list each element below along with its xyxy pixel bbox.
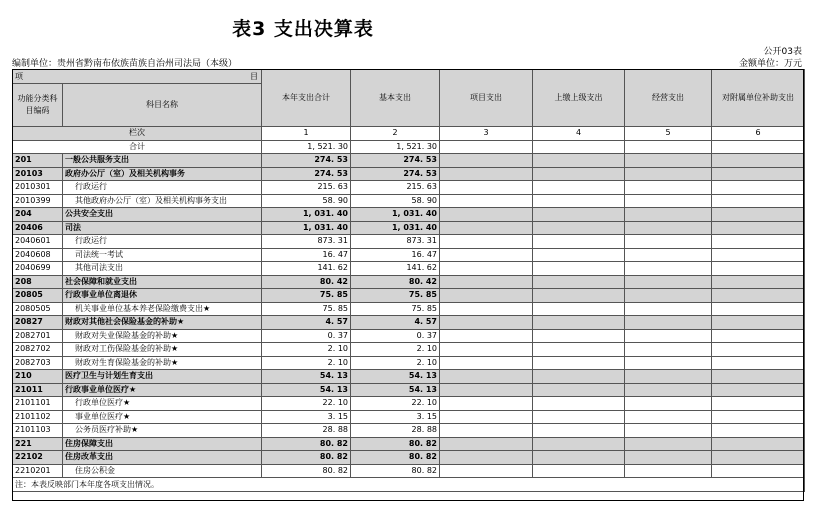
row-value-5	[625, 181, 712, 195]
row-value-3	[440, 248, 533, 262]
row-value-4	[533, 424, 625, 438]
row-value-5	[625, 451, 712, 465]
row-code: 2101103	[13, 424, 63, 438]
table-row	[13, 464, 805, 478]
seq-2: 2	[351, 127, 440, 141]
row-value-1: 80. 82	[262, 437, 351, 451]
row-name: 财政对其他社会保险基金的补助★	[63, 316, 262, 330]
row-value-1: 16. 47	[262, 248, 351, 262]
row-value-6	[712, 464, 805, 478]
row-value-4	[533, 154, 625, 168]
row-value-3	[440, 356, 533, 370]
row-value-6	[712, 194, 805, 208]
row-value-3	[440, 275, 533, 289]
row-value-1: 2. 10	[262, 343, 351, 357]
seq-4: 4	[533, 127, 625, 141]
row-value-1: 215. 63	[262, 181, 351, 195]
row-value-5	[625, 356, 712, 370]
row-value-6	[712, 181, 805, 195]
row-code: 20827	[13, 316, 63, 330]
note-row	[13, 478, 805, 492]
row-value-2: 80. 42	[351, 275, 440, 289]
row-value-4	[533, 302, 625, 316]
row-value-6	[712, 262, 805, 276]
row-value-1: 141. 62	[262, 262, 351, 276]
row-value-3	[440, 302, 533, 316]
row-value-6	[712, 289, 805, 303]
row-value-5	[625, 397, 712, 411]
row-name: 住房公积金	[63, 464, 262, 478]
row-value-5	[625, 235, 712, 249]
table-row	[13, 397, 805, 411]
row-name: 行政事业单位离退休	[63, 289, 262, 303]
row-value-1: 274. 53	[262, 154, 351, 168]
header-xiang-mu	[13, 70, 262, 84]
seq-1: 1	[262, 127, 351, 141]
header-code: 功能分类科目编码	[13, 84, 63, 127]
row-name: 行政单位医疗★	[63, 397, 262, 411]
row-value-6	[712, 437, 805, 451]
row-value-2: 80. 82	[351, 451, 440, 465]
row-value-4	[533, 356, 625, 370]
row-value-3	[440, 289, 533, 303]
row-value-5	[625, 248, 712, 262]
row-code: 2082701	[13, 329, 63, 343]
currency-unit: 金额单位：万元	[738, 59, 802, 69]
row-value-5	[625, 343, 712, 357]
row-value-5	[625, 275, 712, 289]
row-code: 2082702	[13, 343, 63, 357]
row-value-1: 4. 57	[262, 316, 351, 330]
row-value-1: 54. 13	[262, 370, 351, 384]
row-value-4	[533, 289, 625, 303]
row-value-6	[712, 208, 805, 222]
table-row	[13, 154, 805, 168]
row-value-2: 54. 13	[351, 370, 440, 384]
row-code: 2210201	[13, 464, 63, 478]
row-value-2: 54. 13	[351, 383, 440, 397]
row-code: 201	[13, 154, 63, 168]
col-header-2: 基本支出	[351, 70, 440, 127]
expenditure-table	[12, 69, 805, 492]
row-value-2: 1, 031. 40	[351, 208, 440, 222]
row-value-4	[533, 167, 625, 181]
row-name: 一般公共服务支出	[63, 154, 262, 168]
table-row	[13, 262, 805, 276]
row-value-5	[625, 167, 712, 181]
total-value-4	[533, 140, 625, 154]
seq-3: 3	[440, 127, 533, 141]
row-value-5	[625, 289, 712, 303]
seq-5: 5	[625, 127, 712, 141]
row-code: 2101102	[13, 410, 63, 424]
table-row	[13, 451, 805, 465]
row-value-1: 22. 10	[262, 397, 351, 411]
row-name: 住房保障支出	[63, 437, 262, 451]
row-value-3	[440, 397, 533, 411]
row-code: 20406	[13, 221, 63, 235]
seq-label: 栏次	[13, 127, 262, 141]
header-xiang: 项	[15, 71, 23, 81]
row-name: 财政对失业保险基金的补助★	[63, 329, 262, 343]
row-value-5	[625, 194, 712, 208]
row-value-1: 58. 90	[262, 194, 351, 208]
row-value-2: 2. 10	[351, 343, 440, 357]
row-value-5	[625, 208, 712, 222]
table-row	[13, 316, 805, 330]
row-value-3	[440, 343, 533, 357]
row-value-1: 1, 031. 40	[262, 221, 351, 235]
row-value-6	[712, 451, 805, 465]
row-value-3	[440, 154, 533, 168]
row-value-2: 215. 63	[351, 181, 440, 195]
col-header-1: 本年支出合计	[262, 70, 351, 127]
table-row	[13, 302, 805, 316]
compiling-unit: 编制单位：贵州省黔南布依族苗族自治州司法局（本级）	[12, 59, 238, 69]
row-code: 208	[13, 275, 63, 289]
row-name: 司法	[63, 221, 262, 235]
row-value-4	[533, 437, 625, 451]
row-value-3	[440, 451, 533, 465]
table-row	[13, 235, 805, 249]
row-value-3	[440, 329, 533, 343]
total-value-6	[712, 140, 805, 154]
row-value-3	[440, 410, 533, 424]
row-value-1: 54. 13	[262, 383, 351, 397]
row-value-1: 1, 031. 40	[262, 208, 351, 222]
row-value-6	[712, 167, 805, 181]
row-value-1: 873. 31	[262, 235, 351, 249]
row-value-2: 75. 85	[351, 302, 440, 316]
row-value-1: 80. 82	[262, 464, 351, 478]
header-mu: 目	[250, 71, 258, 81]
row-value-4	[533, 181, 625, 195]
row-code: 2082703	[13, 356, 63, 370]
row-code: 221	[13, 437, 63, 451]
row-value-4	[533, 194, 625, 208]
row-name: 行政事业单位医疗★	[63, 383, 262, 397]
row-value-4	[533, 464, 625, 478]
row-value-6	[712, 221, 805, 235]
total-value-1: 1, 521. 30	[262, 140, 351, 154]
row-name: 事业单位医疗★	[63, 410, 262, 424]
row-value-3	[440, 194, 533, 208]
table-note: 注：本表反映部门本年度各项支出情况。	[13, 478, 805, 492]
total-value-5	[625, 140, 712, 154]
row-name: 政府办公厅（室）及相关机构事务	[63, 167, 262, 181]
row-value-2: 58. 90	[351, 194, 440, 208]
row-value-4	[533, 262, 625, 276]
row-code: 2101101	[13, 397, 63, 411]
row-value-4	[533, 275, 625, 289]
row-code: 22102	[13, 451, 63, 465]
row-value-2: 80. 82	[351, 437, 440, 451]
row-code: 2040601	[13, 235, 63, 249]
seq-6: 6	[712, 127, 805, 141]
table-row	[13, 343, 805, 357]
row-value-4	[533, 316, 625, 330]
row-name: 其他司法支出	[63, 262, 262, 276]
row-value-1: 28. 88	[262, 424, 351, 438]
row-value-4	[533, 410, 625, 424]
col-header-3: 项目支出	[440, 70, 533, 127]
table-row	[13, 383, 805, 397]
row-value-6	[712, 154, 805, 168]
row-value-1: 75. 85	[262, 302, 351, 316]
row-name: 公共安全支出	[63, 208, 262, 222]
row-value-3	[440, 424, 533, 438]
row-value-5	[625, 221, 712, 235]
row-value-2: 1, 031. 40	[351, 221, 440, 235]
row-value-2: 16. 47	[351, 248, 440, 262]
row-value-5	[625, 424, 712, 438]
row-value-4	[533, 343, 625, 357]
col-header-4: 上缴上级支出	[533, 70, 625, 127]
row-value-4	[533, 208, 625, 222]
table-row	[13, 181, 805, 195]
row-code: 2040699	[13, 262, 63, 276]
header-name: 科目名称	[63, 84, 262, 127]
row-value-3	[440, 316, 533, 330]
header-row-xiang-mu	[13, 70, 805, 84]
row-value-2: 80. 82	[351, 464, 440, 478]
row-code: 210	[13, 370, 63, 384]
row-value-5	[625, 437, 712, 451]
row-value-1: 75. 85	[262, 289, 351, 303]
row-value-1: 0. 37	[262, 329, 351, 343]
row-value-4	[533, 397, 625, 411]
row-code: 204	[13, 208, 63, 222]
row-value-6	[712, 248, 805, 262]
row-value-3	[440, 370, 533, 384]
row-value-6	[712, 370, 805, 384]
table-row	[13, 221, 805, 235]
table-row	[13, 167, 805, 181]
row-value-6	[712, 383, 805, 397]
row-value-5	[625, 262, 712, 276]
table-row	[13, 370, 805, 384]
total-label: 合计	[13, 140, 262, 154]
row-value-2: 75. 85	[351, 289, 440, 303]
row-value-2: 274. 53	[351, 167, 440, 181]
row-name: 行政运行	[63, 235, 262, 249]
row-value-2: 0. 37	[351, 329, 440, 343]
row-value-3	[440, 383, 533, 397]
row-value-5	[625, 410, 712, 424]
row-value-6	[712, 343, 805, 357]
seq-row	[13, 127, 805, 141]
row-value-6	[712, 275, 805, 289]
row-value-3	[440, 167, 533, 181]
row-value-3	[440, 235, 533, 249]
row-value-6	[712, 410, 805, 424]
row-name: 财政对工伤保险基金的补助★	[63, 343, 262, 357]
total-row	[13, 140, 805, 154]
row-value-1: 80. 82	[262, 451, 351, 465]
row-value-4	[533, 383, 625, 397]
row-code: 2080505	[13, 302, 63, 316]
row-name: 行政运行	[63, 181, 262, 195]
row-value-1: 3. 15	[262, 410, 351, 424]
table-row	[13, 410, 805, 424]
row-value-4	[533, 235, 625, 249]
row-value-4	[533, 329, 625, 343]
row-name: 财政对生育保险基金的补助★	[63, 356, 262, 370]
table-row	[13, 356, 805, 370]
total-value-2: 1, 521. 30	[351, 140, 440, 154]
row-name: 社会保障和就业支出	[63, 275, 262, 289]
row-value-3	[440, 262, 533, 276]
row-name: 住房改革支出	[63, 451, 262, 465]
col-header-6: 对附属单位补助支出	[712, 70, 805, 127]
row-code: 20103	[13, 167, 63, 181]
row-code: 20805	[13, 289, 63, 303]
row-value-2: 141. 62	[351, 262, 440, 276]
row-value-1: 274. 53	[262, 167, 351, 181]
row-value-6	[712, 397, 805, 411]
row-value-4	[533, 451, 625, 465]
row-name: 机关事业单位基本养老保险缴费支出★	[63, 302, 262, 316]
row-value-1: 80. 42	[262, 275, 351, 289]
row-value-3	[440, 464, 533, 478]
row-value-5	[625, 370, 712, 384]
table-row	[13, 275, 805, 289]
table-row	[13, 194, 805, 208]
row-value-2: 4. 57	[351, 316, 440, 330]
row-value-6	[712, 302, 805, 316]
row-value-5	[625, 154, 712, 168]
row-value-5	[625, 329, 712, 343]
row-value-3	[440, 208, 533, 222]
page-title: 表3 支出决算表	[232, 18, 374, 40]
table-row	[13, 329, 805, 343]
row-value-2: 873. 31	[351, 235, 440, 249]
row-value-6	[712, 329, 805, 343]
row-value-2: 2. 10	[351, 356, 440, 370]
col-header-5: 经营支出	[625, 70, 712, 127]
table-row	[13, 208, 805, 222]
row-name: 司法统一考试	[63, 248, 262, 262]
row-value-2: 274. 53	[351, 154, 440, 168]
row-value-4	[533, 248, 625, 262]
row-value-3	[440, 221, 533, 235]
row-code: 2010399	[13, 194, 63, 208]
row-value-5	[625, 464, 712, 478]
row-value-3	[440, 437, 533, 451]
table-row	[13, 437, 805, 451]
row-value-6	[712, 424, 805, 438]
row-value-6	[712, 235, 805, 249]
row-name: 公务员医疗补助★	[63, 424, 262, 438]
row-value-4	[533, 221, 625, 235]
row-value-5	[625, 302, 712, 316]
table-row	[13, 289, 805, 303]
total-value-3	[440, 140, 533, 154]
row-code: 21011	[13, 383, 63, 397]
row-value-2: 28. 88	[351, 424, 440, 438]
row-value-6	[712, 316, 805, 330]
table-row	[13, 424, 805, 438]
table-row	[13, 248, 805, 262]
row-value-2: 22. 10	[351, 397, 440, 411]
form-code: 公开03表	[763, 47, 802, 57]
row-value-4	[533, 370, 625, 384]
row-value-1: 2. 10	[262, 356, 351, 370]
row-code: 2010301	[13, 181, 63, 195]
row-name: 其他政府办公厅（室）及相关机构事务支出	[63, 194, 262, 208]
row-name: 医疗卫生与计划生育支出	[63, 370, 262, 384]
row-value-3	[440, 181, 533, 195]
row-value-5	[625, 316, 712, 330]
row-value-6	[712, 356, 805, 370]
row-value-2: 3. 15	[351, 410, 440, 424]
row-value-5	[625, 383, 712, 397]
row-code: 2040608	[13, 248, 63, 262]
